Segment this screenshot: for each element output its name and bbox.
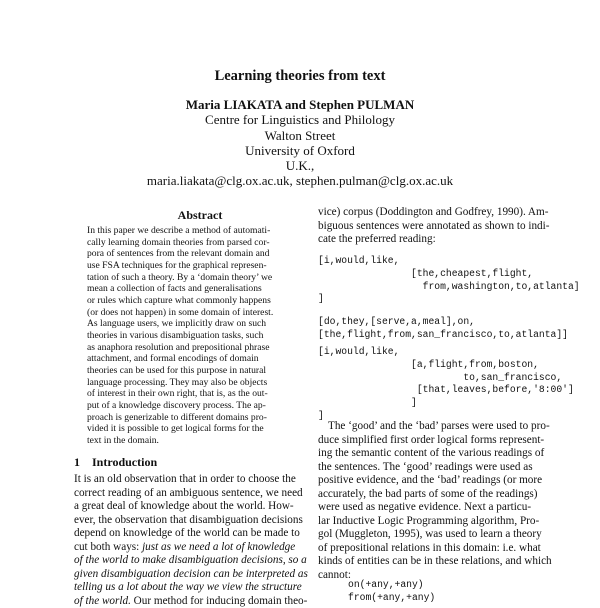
body-line: gol (Muggleton, 1995), was used to learn a theory [318,528,580,542]
abstract-line: vided it is possible to get logical forms for the [87,423,311,435]
abstract-line: put of a knowledge discovery process. The ap- [87,400,311,412]
abstract-line: as anaphora resolution and prepositional phrase [87,342,311,354]
body-line: of prepositional relations in this domain: i.e. what [318,542,580,556]
intro-line [74,595,304,608]
body-line: the sentences. The ‘good’ readings were used as [318,461,580,475]
intro-emphasis: just as we need a lot of knowledge [142,541,295,553]
abstract-line: proach is generizable to different domains pro- [87,412,311,424]
intro-line: correct reading of an ambiguous sentence, we need [74,487,304,501]
intro-line: It is an old observation that in order to choose the [74,473,304,487]
code-example-4: on(+any,+any) from(+any,+any) [348,579,435,605]
body-line: accurately, the bad parts of some of the readings) [318,488,580,502]
section-heading-introduction [74,455,169,470]
code-example-2: [do,they,[serve,a,meal],on, [the,flight,from,san_francisco,to,atlanta]] [318,316,568,342]
right-column-top-text [318,206,580,247]
body-line: cannot: [318,569,580,583]
country: U.K., [0,158,600,173]
intro-line: given disambiguation decision can be interpreted as [74,568,304,582]
abstract-line: mean a collection of facts and generalisations [87,283,311,295]
body-line: were used as negative evidence. Next a particu- [318,501,580,515]
abstract-line: language processing. They may also be objects [87,377,311,389]
body-line: kinds of entities can be in these relations, and which [318,555,580,569]
abstract-line: tation of such a theory. By a ‘domain theory’ we [87,272,311,284]
author-block [0,97,600,189]
author-names: Maria LIAKATA and Stephen PULMAN [0,97,600,112]
intro-text: Our method for inducing domain theo- [131,595,307,607]
body-line: lar Inductive Logic Programming algorithm, Pro- [318,515,580,529]
abstract-line: In this paper we describe a method of automati- [87,225,311,237]
intro-emphasis: of the world. [74,595,131,607]
body-line: The ‘good’ and the ‘bad’ parses were used to pro- [318,420,580,434]
introduction-body [74,473,304,608]
institution: Centre for Linguistics and Philology [0,112,600,127]
intro-line: telling us a lot about the way we view the structure [74,581,304,595]
abstract-line: attachment, and formal encodings of domain [87,353,311,365]
right-column-bottom-text [318,420,580,582]
abstract-line: theories can be used for this purpose in natural [87,365,311,377]
abstract-line: theories in various disambiguation tasks, such [87,330,311,342]
abstract-line: of interest in their own right, that is, as the out- [87,388,311,400]
author-emails: maria.liakata@clg.ox.ac.uk, stephen.pulman@clg.ox.ac.uk [0,173,600,188]
body-line: cate the preferred reading: [318,233,580,247]
street: Walton Street [0,128,600,143]
intro-line: ever, the observation that disambiguation decisions [74,514,304,528]
abstract-line: text in the domain. [87,435,311,447]
body-line: duce simplified first order logical forms represent- [318,434,580,448]
intro-text: cut both ways: [74,541,142,553]
body-line: positive evidence, and the ‘bad’ readings (or more [318,474,580,488]
abstract-body [87,225,311,446]
section-title: Introduction [92,455,157,469]
paper-title: Learning theories from text [0,68,600,85]
abstract-line: As language users, we implicitly draw on such [87,318,311,330]
body-line: biguous sentences were annotated as shown to indi- [318,220,580,234]
body-line: vice) corpus (Doddington and Godfrey, 1990). Am- [318,206,580,220]
body-line: ing the semantic content of the various readings of [318,447,580,461]
university: University of Oxford [0,143,600,158]
code-example-3: [i,would,like, [a,flight,from,boston, to,san_francisco, [that,leaves,before,'8:00'] ] ] [318,346,574,423]
abstract-line: pora of sentences from the relevant domain and [87,248,311,260]
abstract-line: use FSA techniques for the graphical represen- [87,260,311,272]
abstract-line: cally learning domain theories from parsed cor- [87,237,311,249]
section-number: 1 [74,455,80,469]
abstract-line: or rules which capture what commonly happens [87,295,311,307]
code-example-1: [i,would,like, [the,cheapest,flight, from,washington,to,atlanta] ] [318,255,580,306]
intro-line [74,541,304,555]
intro-line: depend on knowledge of the world can be made to [74,527,304,541]
abstract-heading: Abstract [100,208,300,223]
intro-line: a great deal of knowledge about the world. How- [74,500,304,514]
abstract-line: (or does not happen) in some domain of interest. [87,307,311,319]
intro-line: of the world to make disambiguation decisions, so a [74,554,304,568]
